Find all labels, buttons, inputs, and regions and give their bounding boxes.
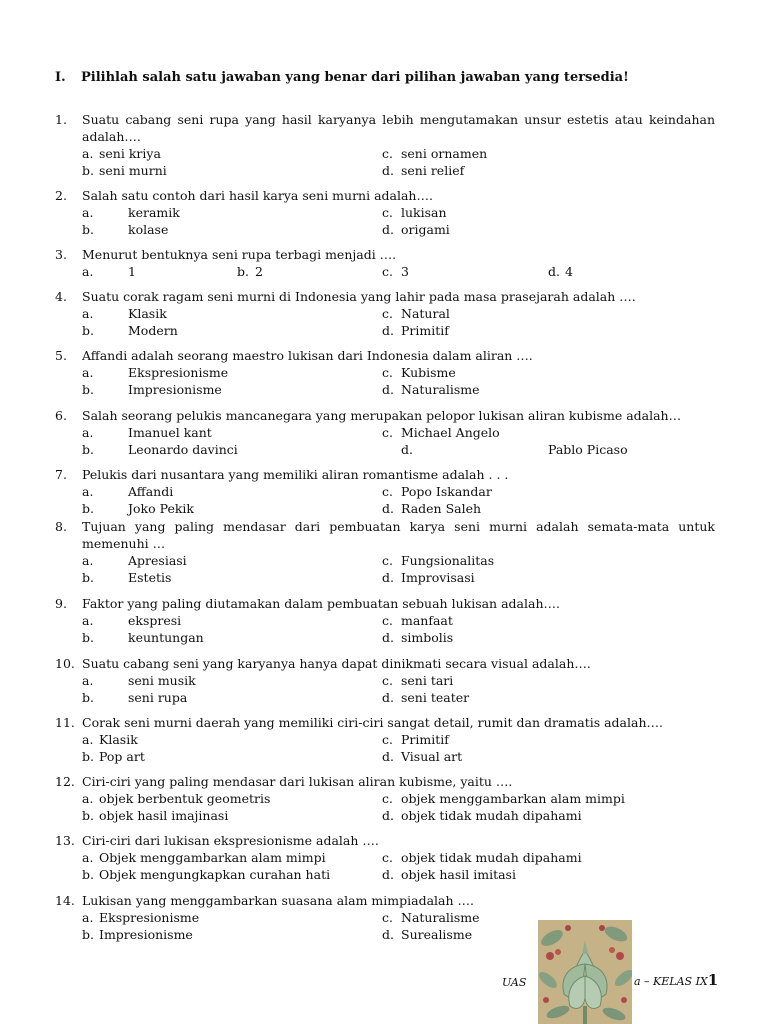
question-text: Suatu corak ragam seni murni di Indonesia yang lahir pada masa prasejarah adalah …. bbox=[82, 289, 636, 304]
question-number: 5. bbox=[55, 348, 67, 363]
option-d-text[interactable]: simbolis bbox=[401, 630, 454, 645]
options-row bbox=[55, 221, 715, 238]
question-12 bbox=[55, 773, 715, 824]
question-number: 7. bbox=[55, 467, 67, 482]
option-c-letter[interactable]: c. bbox=[382, 850, 393, 865]
option-d-text[interactable]: objek hasil imitasi bbox=[401, 867, 516, 882]
question-number: 13. bbox=[55, 833, 75, 848]
option-b-letter[interactable]: b. bbox=[82, 222, 94, 237]
option-d-text[interactable]: Visual art bbox=[401, 749, 463, 764]
option-c-letter[interactable]: c. bbox=[382, 791, 393, 806]
option-c-text[interactable]: seni tari bbox=[401, 673, 454, 688]
question-number: 8. bbox=[55, 519, 67, 534]
section-instruction: Pilihlah salah satu jawaban yang benar dari pilihan jawaban yang tersedia! bbox=[81, 70, 629, 85]
option-d-letter[interactable]: d. bbox=[382, 323, 394, 338]
option-c-text[interactable]: Primitif bbox=[401, 732, 449, 747]
question-number: 11. bbox=[55, 715, 75, 730]
option-c-text[interactable]: manfaat bbox=[401, 613, 453, 628]
option-d-letter[interactable]: d. bbox=[382, 163, 394, 178]
option-c-text[interactable]: objek menggambarkan alam mimpi bbox=[401, 791, 625, 806]
question-text: Lukisan yang menggambarkan suasana alam mimpiadalah …. bbox=[82, 893, 474, 908]
option-c-letter[interactable]: c. bbox=[382, 613, 393, 628]
question-text: Pelukis dari nusantara yang memiliki aliran romantisme adalah . . . bbox=[82, 467, 509, 482]
option-b-text[interactable]: Impresionisme bbox=[99, 927, 193, 942]
option-b-letter[interactable]: b. bbox=[82, 570, 94, 585]
option-a-letter[interactable]: a. bbox=[82, 613, 94, 628]
option-b-text[interactable]: Modern bbox=[128, 323, 178, 338]
option-a-text[interactable]: Apresiasi bbox=[128, 553, 187, 568]
option-c-letter[interactable]: c. bbox=[382, 146, 393, 161]
option-a-text[interactable]: Objek menggambarkan alam mimpi bbox=[99, 850, 326, 865]
option-d-text[interactable]: origami bbox=[401, 222, 450, 237]
question-number: 14. bbox=[55, 893, 75, 908]
option-c-letter[interactable]: c. bbox=[382, 673, 393, 688]
option-b-letter[interactable]: b. bbox=[82, 501, 94, 516]
question-number: 9. bbox=[55, 596, 67, 611]
option-d-text[interactable]: 4 bbox=[565, 264, 573, 279]
option-d-letter[interactable]: d. bbox=[401, 442, 413, 457]
options-row bbox=[55, 441, 715, 458]
question-5 bbox=[55, 347, 715, 398]
option-d-letter[interactable]: d. bbox=[382, 808, 394, 823]
option-c-text[interactable]: Michael Angelo bbox=[401, 425, 500, 440]
option-c-text[interactable]: Naturalisme bbox=[401, 910, 480, 925]
option-d-letter[interactable]: d. bbox=[382, 501, 394, 516]
option-c-text[interactable]: objek tidak mudah dipahami bbox=[401, 850, 582, 865]
option-a-text[interactable]: Ekspresionisme bbox=[99, 910, 200, 925]
option-c-letter[interactable]: c. bbox=[382, 306, 393, 321]
option-c-letter[interactable]: c. bbox=[382, 484, 393, 499]
option-a-letter[interactable]: a. bbox=[82, 910, 94, 925]
options-row bbox=[55, 364, 715, 381]
question-number: 1. bbox=[55, 112, 67, 127]
option-a-letter[interactable]: a. bbox=[82, 732, 94, 747]
question-number: 4. bbox=[55, 289, 67, 304]
options-row bbox=[55, 162, 715, 179]
question-6 bbox=[55, 407, 715, 458]
option-c-text[interactable]: 3 bbox=[401, 264, 409, 279]
question-8 bbox=[55, 518, 715, 586]
option-c-letter[interactable]: c. bbox=[382, 553, 393, 568]
option-d-text[interactable]: Improvisasi bbox=[401, 570, 475, 585]
option-a-letter[interactable]: a. bbox=[82, 365, 94, 380]
question-number: 10. bbox=[55, 656, 75, 671]
option-b-text[interactable]: Pop art bbox=[99, 749, 145, 764]
option-d-letter[interactable]: d. bbox=[382, 630, 394, 645]
option-b-text[interactable]: Leonardo davinci bbox=[128, 442, 238, 457]
option-c-letter[interactable]: c. bbox=[382, 425, 393, 440]
options-row bbox=[55, 629, 715, 646]
option-a-text[interactable]: seni musik bbox=[128, 673, 196, 688]
option-b-text[interactable]: objek hasil imajinasi bbox=[99, 808, 229, 823]
option-b-letter[interactable]: b. bbox=[82, 630, 94, 645]
option-a-letter[interactable]: a. bbox=[82, 850, 94, 865]
option-d-letter[interactable]: d. bbox=[382, 927, 394, 942]
options-row bbox=[55, 483, 715, 500]
section-number: I. bbox=[55, 70, 66, 85]
option-a-text[interactable]: 1 bbox=[128, 264, 136, 279]
option-d-letter[interactable]: d. bbox=[382, 382, 394, 397]
option-d-letter[interactable]: d. bbox=[382, 690, 394, 705]
options-row bbox=[55, 866, 715, 883]
question-1 bbox=[55, 111, 715, 179]
question-text: Menurut bentuknya seni rupa terbagi menjadi …. bbox=[82, 247, 397, 262]
option-a-text[interactable]: Klasik bbox=[128, 306, 167, 321]
question-10 bbox=[55, 655, 715, 706]
question-13 bbox=[55, 832, 715, 883]
option-a-letter[interactable]: a. bbox=[82, 205, 94, 220]
option-c-text[interactable]: seni ornamen bbox=[401, 146, 488, 161]
option-b-text[interactable]: keuntungan bbox=[128, 630, 204, 645]
question-text: Salah seorang pelukis mancanegara yang merupakan pelopor lukisan aliran kubisme adalah… bbox=[82, 408, 682, 423]
question-text: Tujuan yang paling mendasar dari pembuatan karya seni murni adalah semata-mata untuk memenuhi … bbox=[82, 519, 715, 551]
option-c-text[interactable]: Kubisme bbox=[401, 365, 456, 380]
options-row bbox=[55, 748, 715, 765]
option-b-letter[interactable]: b. bbox=[82, 749, 94, 764]
option-d-text[interactable]: Naturalisme bbox=[401, 382, 480, 397]
question-text: Suatu cabang seni yang karyanya hanya dapat dinikmati secara visual adalah…. bbox=[82, 656, 591, 671]
option-b-letter[interactable]: b. bbox=[82, 927, 94, 942]
option-d-letter[interactable]: d. bbox=[382, 749, 394, 764]
options-row bbox=[55, 381, 715, 398]
option-b-letter[interactable]: b. bbox=[82, 323, 94, 338]
footer-class-text: a – KELAS IX bbox=[634, 975, 708, 988]
question-9 bbox=[55, 595, 715, 646]
option-c-text[interactable]: Popo Iskandar bbox=[401, 484, 492, 499]
option-a-text[interactable]: Imanuel kant bbox=[128, 425, 212, 440]
question-number: 12. bbox=[55, 774, 75, 789]
question-text: Faktor yang paling diutamakan dalam pembuatan sebuah lukisan adalah…. bbox=[82, 596, 560, 611]
option-b-text[interactable]: Objek mengungkapkan curahan hati bbox=[99, 867, 331, 882]
option-a-letter[interactable]: a. bbox=[82, 791, 94, 806]
option-a-text[interactable]: objek berbentuk geometris bbox=[99, 791, 271, 806]
option-d-text[interactable]: objek tidak mudah dipahami bbox=[401, 808, 582, 823]
option-d-letter[interactable]: d. bbox=[382, 867, 394, 882]
question-4 bbox=[55, 288, 715, 339]
option-a-letter[interactable]: a. bbox=[82, 306, 94, 321]
option-a-letter[interactable]: a. bbox=[82, 553, 94, 568]
option-a-letter[interactable]: a. bbox=[82, 264, 94, 279]
question-text: Salah satu contoh dari hasil karya seni murni adalah…. bbox=[82, 188, 433, 203]
question-3 bbox=[55, 246, 715, 280]
options-row bbox=[55, 204, 715, 221]
option-d-letter[interactable]: d. bbox=[382, 222, 394, 237]
option-d-letter[interactable]: d. bbox=[548, 264, 560, 279]
decorative-floral-plant-icon bbox=[538, 920, 632, 1024]
option-c-letter[interactable]: c. bbox=[382, 365, 393, 380]
option-d-text[interactable]: seni teater bbox=[401, 690, 470, 705]
option-b-text[interactable]: Impresionisme bbox=[128, 382, 222, 397]
option-c-letter[interactable]: c. bbox=[382, 264, 393, 279]
option-a-letter[interactable]: a. bbox=[82, 484, 94, 499]
option-a-text[interactable]: seni kriya bbox=[99, 146, 161, 161]
option-a-text[interactable]: keramik bbox=[128, 205, 180, 220]
options-row bbox=[55, 807, 715, 824]
footer-class-label bbox=[634, 972, 718, 990]
option-a-text[interactable]: Affandi bbox=[128, 484, 174, 499]
question-text: Suatu cabang seni rupa yang hasil karyanya lebih mengutamakan unsur estetis atau keindahan adalah…. bbox=[82, 112, 715, 144]
option-d-text[interactable]: Pablo Picaso bbox=[548, 442, 628, 457]
options-row bbox=[55, 424, 715, 441]
option-d-text[interactable]: seni relief bbox=[401, 163, 465, 178]
options-row bbox=[55, 500, 715, 517]
options-row bbox=[55, 305, 715, 322]
option-c-text[interactable]: Fungsionalitas bbox=[401, 553, 495, 568]
option-a-letter[interactable]: a. bbox=[82, 425, 94, 440]
question-text: Ciri-ciri dari lukisan ekspresionisme adalah …. bbox=[82, 833, 379, 848]
options-row bbox=[55, 790, 715, 807]
option-d-text[interactable]: Surealisme bbox=[401, 927, 473, 942]
question-text: Affandi adalah seorang maestro lukisan dari Indonesia dalam aliran …. bbox=[82, 348, 533, 363]
option-c-text[interactable]: Natural bbox=[401, 306, 450, 321]
option-c-letter[interactable]: c. bbox=[382, 205, 393, 220]
options-row bbox=[55, 689, 715, 706]
question-text: Corak seni murni daerah yang memiliki ciri-ciri sangat detail, rumit dan dramatis adalah…. bbox=[82, 715, 663, 730]
option-b-letter[interactable]: b. bbox=[82, 442, 94, 457]
options-row bbox=[55, 322, 715, 339]
option-b-text[interactable]: seni rupa bbox=[128, 690, 188, 705]
option-b-letter[interactable]: b. bbox=[82, 163, 94, 178]
options-row bbox=[55, 552, 715, 569]
question-7 bbox=[55, 466, 715, 517]
option-b-text[interactable]: 2 bbox=[255, 264, 263, 279]
option-c-text[interactable]: lukisan bbox=[401, 205, 447, 220]
option-b-letter[interactable]: b. bbox=[82, 808, 94, 823]
option-b-text[interactable]: seni murni bbox=[99, 163, 167, 178]
options-row bbox=[55, 569, 715, 586]
option-a-letter[interactable]: a. bbox=[82, 673, 94, 688]
question-text: Ciri-ciri yang paling mendasar dari lukisan aliran kubisme, yaitu …. bbox=[82, 774, 513, 789]
section-heading bbox=[55, 69, 629, 86]
options-row bbox=[55, 731, 715, 748]
option-d-letter[interactable]: d. bbox=[382, 570, 394, 585]
option-b-letter[interactable]: b. bbox=[82, 690, 94, 705]
option-b-text[interactable]: Joko Pekik bbox=[128, 501, 195, 516]
question-11 bbox=[55, 714, 715, 765]
option-a-text[interactable]: Klasik bbox=[99, 732, 138, 747]
option-a-text[interactable]: ekspresi bbox=[128, 613, 182, 628]
options-row bbox=[55, 672, 715, 689]
option-b-letter[interactable]: b. bbox=[82, 382, 94, 397]
question-number: 3. bbox=[55, 247, 67, 262]
option-d-text[interactable]: Primitif bbox=[401, 323, 449, 338]
question-number: 6. bbox=[55, 408, 67, 423]
option-b-text[interactable]: kolase bbox=[128, 222, 169, 237]
question-2 bbox=[55, 187, 715, 238]
options-row bbox=[55, 145, 715, 162]
question-number: 2. bbox=[55, 188, 67, 203]
options-row bbox=[55, 612, 715, 629]
option-a-text[interactable]: Ekspresionisme bbox=[128, 365, 229, 380]
option-c-letter[interactable]: c. bbox=[382, 732, 393, 747]
option-c-letter[interactable]: c. bbox=[382, 910, 393, 925]
option-b-letter[interactable]: b. bbox=[237, 264, 249, 279]
option-b-letter[interactable]: b. bbox=[82, 867, 94, 882]
footer-exam-label: UAS bbox=[502, 976, 527, 989]
option-b-text[interactable]: Estetis bbox=[128, 570, 172, 585]
page-number: 1 bbox=[707, 971, 719, 989]
options-row bbox=[55, 263, 715, 280]
option-d-text[interactable]: Raden Saleh bbox=[401, 501, 482, 516]
options-row bbox=[55, 849, 715, 866]
option-a-letter[interactable]: a. bbox=[82, 146, 94, 161]
